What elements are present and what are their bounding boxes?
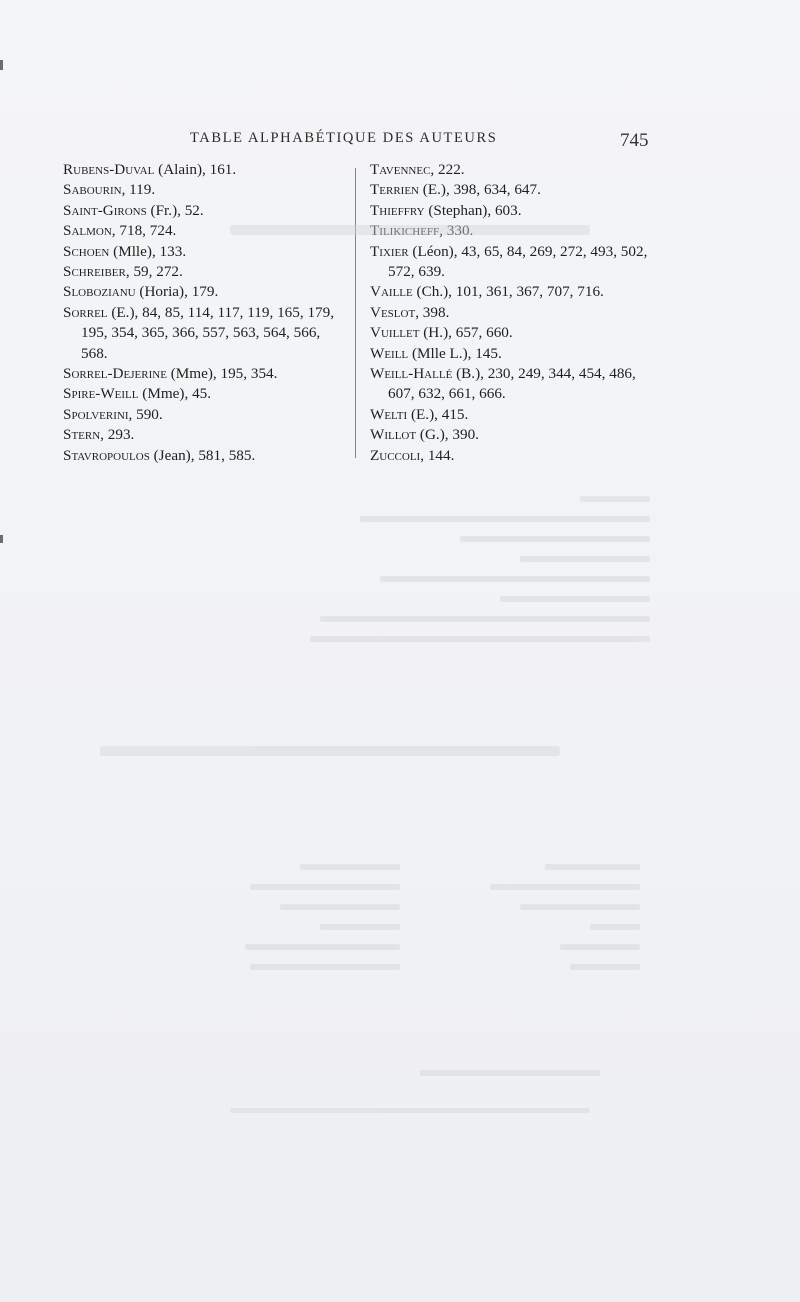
author-entry [370, 344, 660, 364]
author-name: Sorrel [63, 303, 108, 321]
author-references: (H.), 657, 660. [419, 324, 513, 342]
author-entry [370, 303, 660, 323]
author-entry [370, 201, 660, 221]
author-entry [370, 180, 660, 200]
author-name: Weill [370, 344, 409, 362]
author-name: Saint-Girons [63, 201, 147, 219]
author-name: Thieffry [370, 201, 425, 219]
author-entry [370, 242, 660, 283]
author-name: Slobozianu [63, 283, 136, 301]
author-references: , 119. [121, 181, 156, 199]
author-entry [370, 221, 660, 241]
author-name: Schoen [63, 242, 110, 260]
author-name: Stavropoulos [63, 446, 150, 464]
author-entry [63, 282, 347, 302]
author-name: Terrien [370, 181, 419, 199]
author-entry [63, 242, 347, 262]
author-name: Tilikicheff [370, 222, 440, 240]
author-references: , 718, 724. [111, 222, 177, 240]
author-references: (Mme), 45. [138, 385, 212, 403]
author-entry [63, 160, 347, 180]
author-entry [63, 180, 347, 200]
author-references: , 293. [100, 426, 135, 444]
author-references: , 330. [439, 222, 474, 240]
author-references: , 222. [430, 161, 465, 178]
author-index-right-column [370, 160, 660, 466]
author-references: (Mlle L.), 145. [408, 344, 502, 362]
author-name: Salmon [63, 222, 112, 240]
author-name: Vaille [370, 283, 413, 301]
author-references: (Ch.), 101, 361, 367, 707, 716. [412, 283, 604, 301]
author-name: Willot [370, 426, 417, 444]
author-references: (Léon), 43, 65, 84, 269, 272, 493, 502, 572, 639. [388, 242, 648, 281]
author-references: , 59, 272. [125, 263, 183, 281]
author-entry [370, 160, 660, 180]
author-name: Tixier [370, 242, 409, 260]
author-name: Sorrel-Dejerine [63, 365, 167, 383]
author-references: , 590. [128, 405, 163, 423]
author-entry [63, 303, 347, 364]
author-name: Rubens-Duval [63, 161, 155, 178]
author-references: (E.), 398, 634, 647. [419, 181, 541, 199]
author-name: Welti [370, 405, 408, 423]
author-references: , 144. [420, 446, 455, 464]
author-references: (Jean), 581, 585. [149, 446, 256, 464]
author-entry [63, 221, 347, 241]
author-references: (B.), 230, 249, 344, 454, 486, 607, 632, 661, 666. [388, 365, 636, 403]
author-references: (G.), 390. [416, 426, 479, 444]
author-name: Spolverini [63, 405, 129, 423]
author-name: Schreiber [63, 263, 126, 281]
author-entry [63, 446, 347, 466]
author-references: (Stephan), 603. [424, 201, 522, 219]
author-name: Weill-Hallé [370, 365, 453, 383]
author-references: (Mme), 195, 354. [166, 365, 278, 383]
author-entry [370, 405, 660, 425]
author-entry [63, 384, 347, 404]
author-references: , 398. [415, 303, 450, 321]
author-entry [370, 282, 660, 302]
author-entry [370, 425, 660, 445]
author-entry [370, 364, 660, 405]
author-entry [370, 446, 660, 466]
author-index-left-column [63, 160, 347, 466]
author-entry [63, 425, 347, 445]
author-name: Spire-Weill [63, 385, 139, 403]
author-references: (E.), 84, 85, 114, 117, 119, 165, 179, 195, 354, 365, 366, 557, 563, 564, 566, 568. [81, 303, 335, 362]
author-references: (E.), 415. [407, 405, 469, 423]
author-references: (Fr.), 52. [146, 201, 204, 219]
page-number: 745 [620, 130, 649, 151]
author-entry [63, 262, 347, 282]
author-name: Tavennec [370, 161, 431, 178]
author-name: Stern [63, 426, 101, 444]
scan-edge-mark [0, 535, 3, 543]
column-divider [355, 168, 356, 458]
scan-edge-mark [0, 60, 3, 70]
author-entry [63, 201, 347, 221]
author-name: Zuccoli [370, 446, 421, 464]
author-name: Vuillet [370, 324, 420, 342]
author-entry [370, 323, 660, 343]
author-references: (Horia), 179. [135, 283, 219, 301]
author-entry [63, 405, 347, 425]
author-name: Sabourin [63, 181, 122, 199]
running-header-title: TABLE ALPHABÉTIQUE DES AUTEURS [190, 130, 498, 146]
author-references: (Alain), 161. [154, 161, 237, 178]
author-references: (Mlle), 133. [109, 242, 187, 260]
author-entry [63, 364, 347, 384]
author-name: Veslot [370, 303, 416, 321]
